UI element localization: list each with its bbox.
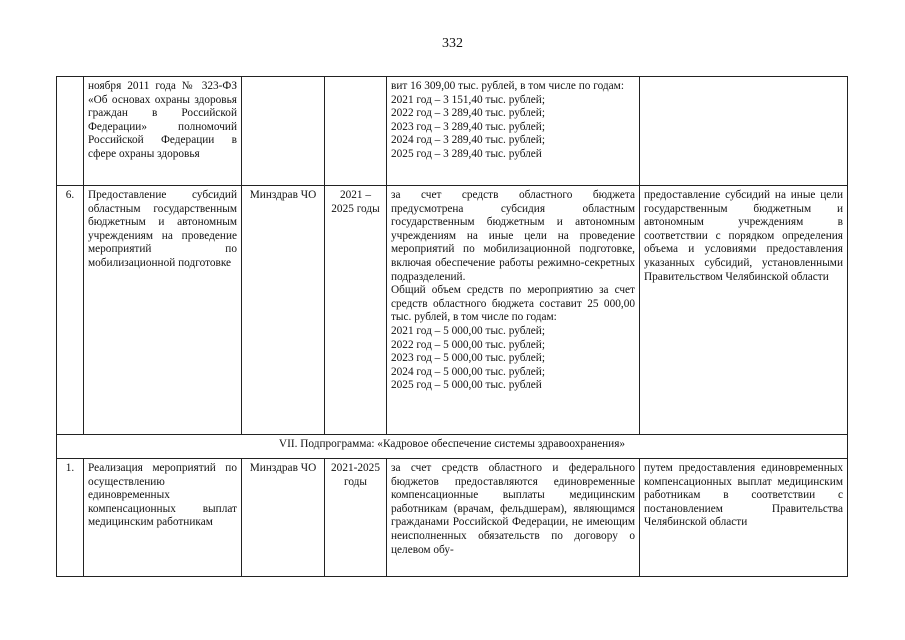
funding-cell [387, 77, 640, 186]
table-row [57, 186, 848, 435]
funding-cell: за счет средств областного и федерального бюджетов предоставляются единовременные компенсационные выплаты медицинским работникам (врачам, фельдшерам), являющимся гражданами Российской Федерации, не имеющим неисполненных обязательств по договору о целевом обу- [387, 459, 640, 577]
section-title: VII. Подпрограмма: «Кадровое обеспечение системы здравоохранения» [57, 435, 848, 459]
mechanism: предоставление субсидий на иные цели государственным бюджетным и автономным учреждениям в соответствии с порядком определения объема и условиями предоставления указанных субсидий, установленными Правительством Челябинской области [640, 186, 848, 435]
funding-line: 2021 год – 3 151,40 тыс. рублей; [391, 93, 545, 106]
measures-table [56, 76, 848, 577]
executor [242, 77, 325, 186]
period: 2021 – 2025 годы [325, 186, 387, 435]
funding-line: за счет средств областного бюджета предусмотрена субсидия областным государственным бюджетным и автономным учреждениям на иные цели на проведение мероприятий по мобилизационной подготовке, включая обеспечение работы режимно-секретных подразделений. [391, 189, 635, 283]
executor: Минздрав ЧО [242, 459, 325, 577]
funding-line: 2024 год – 5 000,00 тыс. рублей; [391, 365, 545, 378]
row-number: 1. [57, 459, 84, 577]
funding-line: 2025 год – 5 000,00 тыс. рублей [391, 379, 542, 392]
funding-line: 2023 год – 5 000,00 тыс. рублей; [391, 352, 545, 365]
executor: Минздрав ЧО [242, 186, 325, 435]
mechanism [640, 77, 848, 186]
funding-line: 2022 год – 3 289,40 тыс. рублей; [391, 107, 545, 120]
funding-line: 2022 год – 5 000,00 тыс. рублей; [391, 338, 545, 351]
funding-line: 2023 год – 3 289,40 тыс. рублей; [391, 120, 545, 133]
funding-line: 2021 год – 5 000,00 тыс. рублей; [391, 324, 545, 337]
row-number [57, 77, 84, 186]
section-row [57, 435, 848, 459]
period [325, 77, 387, 186]
table-row [57, 459, 848, 577]
measure-name: ноября 2011 года № 323-ФЗ «Об основах охраны здоровья граждан в Российской Федерации» полномочий Российской Федерации в сфере охраны здоровья [84, 77, 242, 186]
page-number: 332 [442, 36, 463, 51]
period: 2021-2025 годы [325, 459, 387, 577]
measure-name: Реализация мероприятий по осуществлению единовременных компенсационных выплат медицинским работникам [84, 459, 242, 577]
funding-line: 2024 год – 3 289,40 тыс. рублей; [391, 134, 545, 147]
mechanism: путем предоставления единовременных компенсационных выплат медицинским работникам в соответствии с постановлением Правительства Челябинской области [640, 459, 848, 577]
funding-line: 2025 год – 3 289,40 тыс. рублей [391, 147, 542, 160]
funding-line: вит 16 309,00 тыс. рублей, в том числе по годам: [391, 80, 624, 92]
table-row [57, 77, 848, 186]
funding-cell [387, 186, 640, 435]
row-number: 6. [57, 186, 84, 435]
measure-name: Предоставление субсидий областным государственным бюджетным и автономным учреждениям на проведение мероприятий по мобилизационной подготовке [84, 186, 242, 435]
funding-line: Общий объем средств по мероприятию за счет средств областного бюджета составит 25 000,00 тыс. рублей, в том числе по годам: [391, 284, 635, 324]
